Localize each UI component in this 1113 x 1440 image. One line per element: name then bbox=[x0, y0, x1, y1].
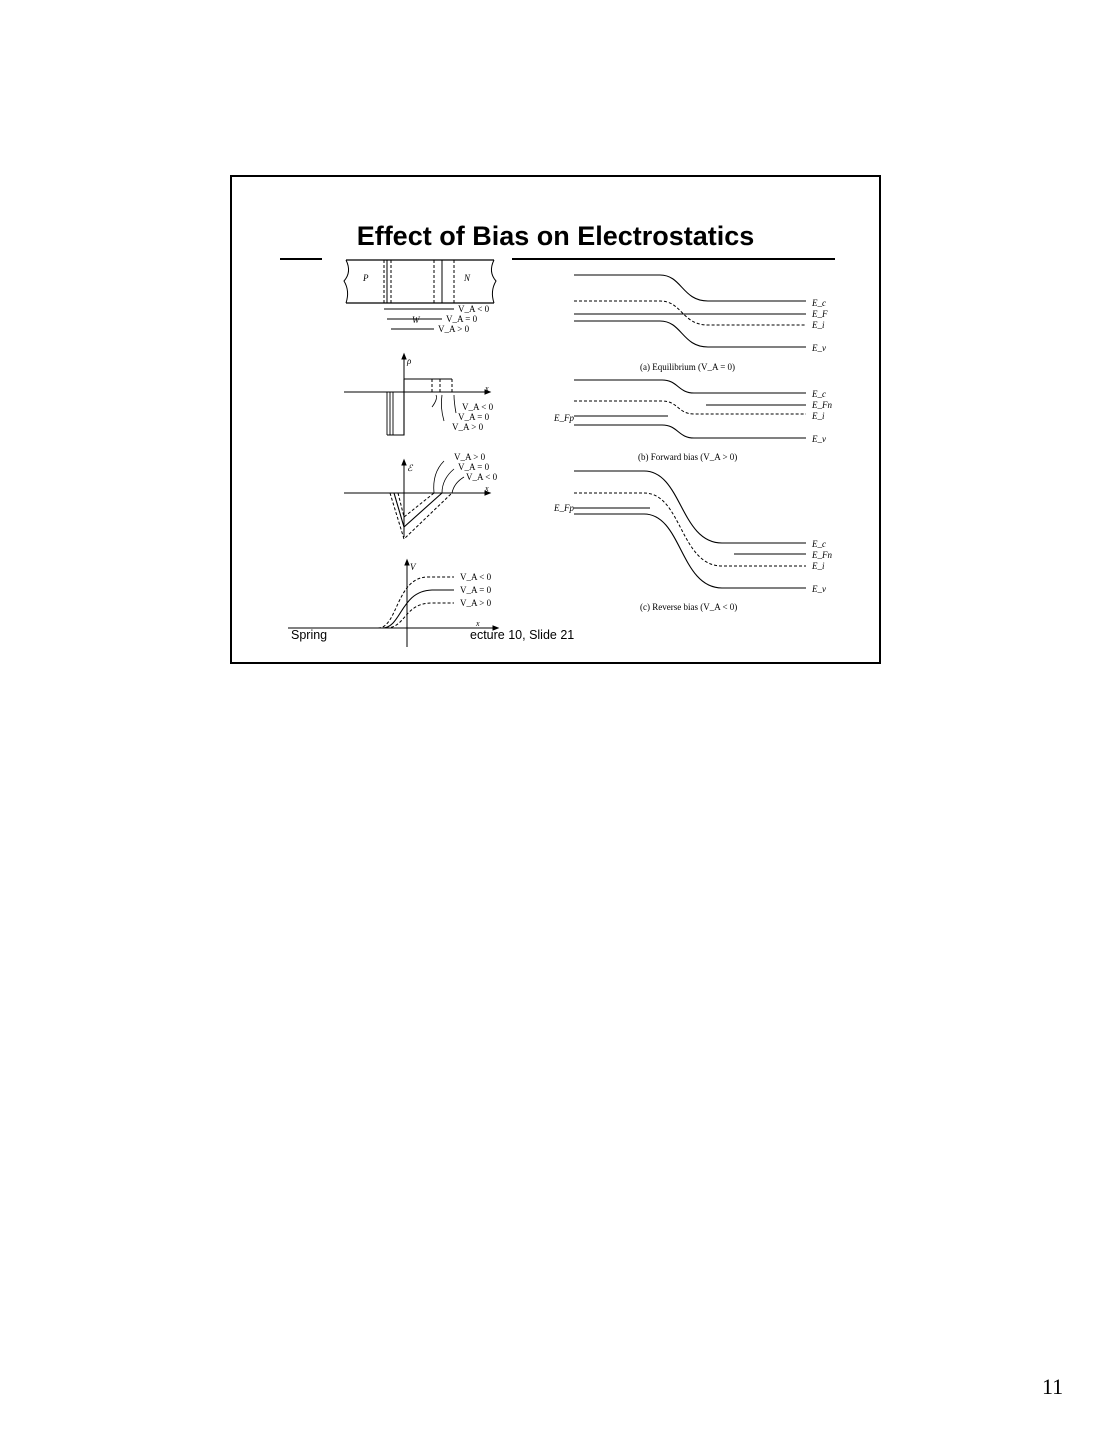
slide-footer-left: Spring bbox=[291, 628, 328, 642]
rev-caption: (c) Reverse bias (V_A < 0) bbox=[640, 602, 738, 612]
field-curve-label-3: V_A < 0 bbox=[466, 472, 498, 482]
eq-ec-label: E_c bbox=[812, 298, 826, 308]
field-axis-label: ℰ bbox=[407, 463, 413, 473]
fwd-ev-label: E_v bbox=[812, 434, 826, 444]
rev-efn-label: E_Fn bbox=[812, 550, 832, 560]
p-region-label: P bbox=[363, 273, 369, 283]
band-diagram-forward bbox=[574, 380, 806, 438]
potential-axis-label: V bbox=[410, 562, 416, 572]
rev-ec-label: E_c bbox=[812, 539, 826, 549]
field-x-axis-label: x bbox=[485, 484, 489, 493]
rev-ei-label: E_i bbox=[812, 561, 825, 571]
field-curve-label-1: V_A > 0 bbox=[454, 452, 486, 462]
rev-ev-label: E_v bbox=[812, 584, 826, 594]
charge-curve-label-1: V_A < 0 bbox=[462, 402, 494, 412]
page-number: 11 bbox=[1042, 1374, 1064, 1399]
n-region-label: N bbox=[464, 273, 471, 283]
slide bbox=[230, 175, 881, 664]
field-curve-label-2: V_A = 0 bbox=[458, 462, 490, 472]
rho-axis-label: ρ bbox=[407, 356, 412, 366]
eq-caption: (a) Equilibrium (V_A = 0) bbox=[640, 362, 736, 372]
eq-ev-label: E_v bbox=[812, 343, 826, 353]
charge-x-axis-label: x bbox=[485, 384, 489, 393]
figure-graphics bbox=[232, 177, 879, 662]
potential-x-axis-label: x bbox=[476, 619, 480, 628]
fwd-caption: (b) Forward bias (V_A > 0) bbox=[638, 452, 738, 462]
junction-bias-label-2: V_A = 0 bbox=[446, 314, 478, 324]
eq-ef-label: E_F bbox=[812, 309, 828, 319]
band-diagram-reverse bbox=[574, 471, 806, 588]
junction-bias-label-1: V_A < 0 bbox=[458, 304, 490, 314]
slide-footer-right: ecture 10, Slide 21 bbox=[470, 628, 575, 642]
potential-curve-label-3: V_A > 0 bbox=[460, 598, 492, 608]
charge-curve-label-3: V_A > 0 bbox=[452, 422, 484, 432]
potential-curve-label-1: V_A < 0 bbox=[460, 572, 492, 582]
fwd-ec-label: E_c bbox=[812, 389, 826, 399]
junction-bias-label-3: V_A > 0 bbox=[438, 324, 470, 334]
charge-curve-label-2: V_A = 0 bbox=[458, 412, 490, 422]
fwd-efp-label: E_Fp bbox=[554, 413, 574, 423]
eq-ei-label: E_i bbox=[812, 320, 825, 330]
fwd-efn-label: E_Fn bbox=[812, 400, 832, 410]
slide-title: Effect of Bias on Electrostatics bbox=[356, 221, 755, 251]
band-diagram-equilibrium bbox=[574, 275, 806, 347]
rev-efp-label: E_Fp bbox=[554, 503, 574, 513]
fwd-ei-label: E_i bbox=[812, 411, 825, 421]
width-label: W bbox=[412, 315, 420, 325]
potential-curve-label-2: V_A = 0 bbox=[460, 585, 492, 595]
